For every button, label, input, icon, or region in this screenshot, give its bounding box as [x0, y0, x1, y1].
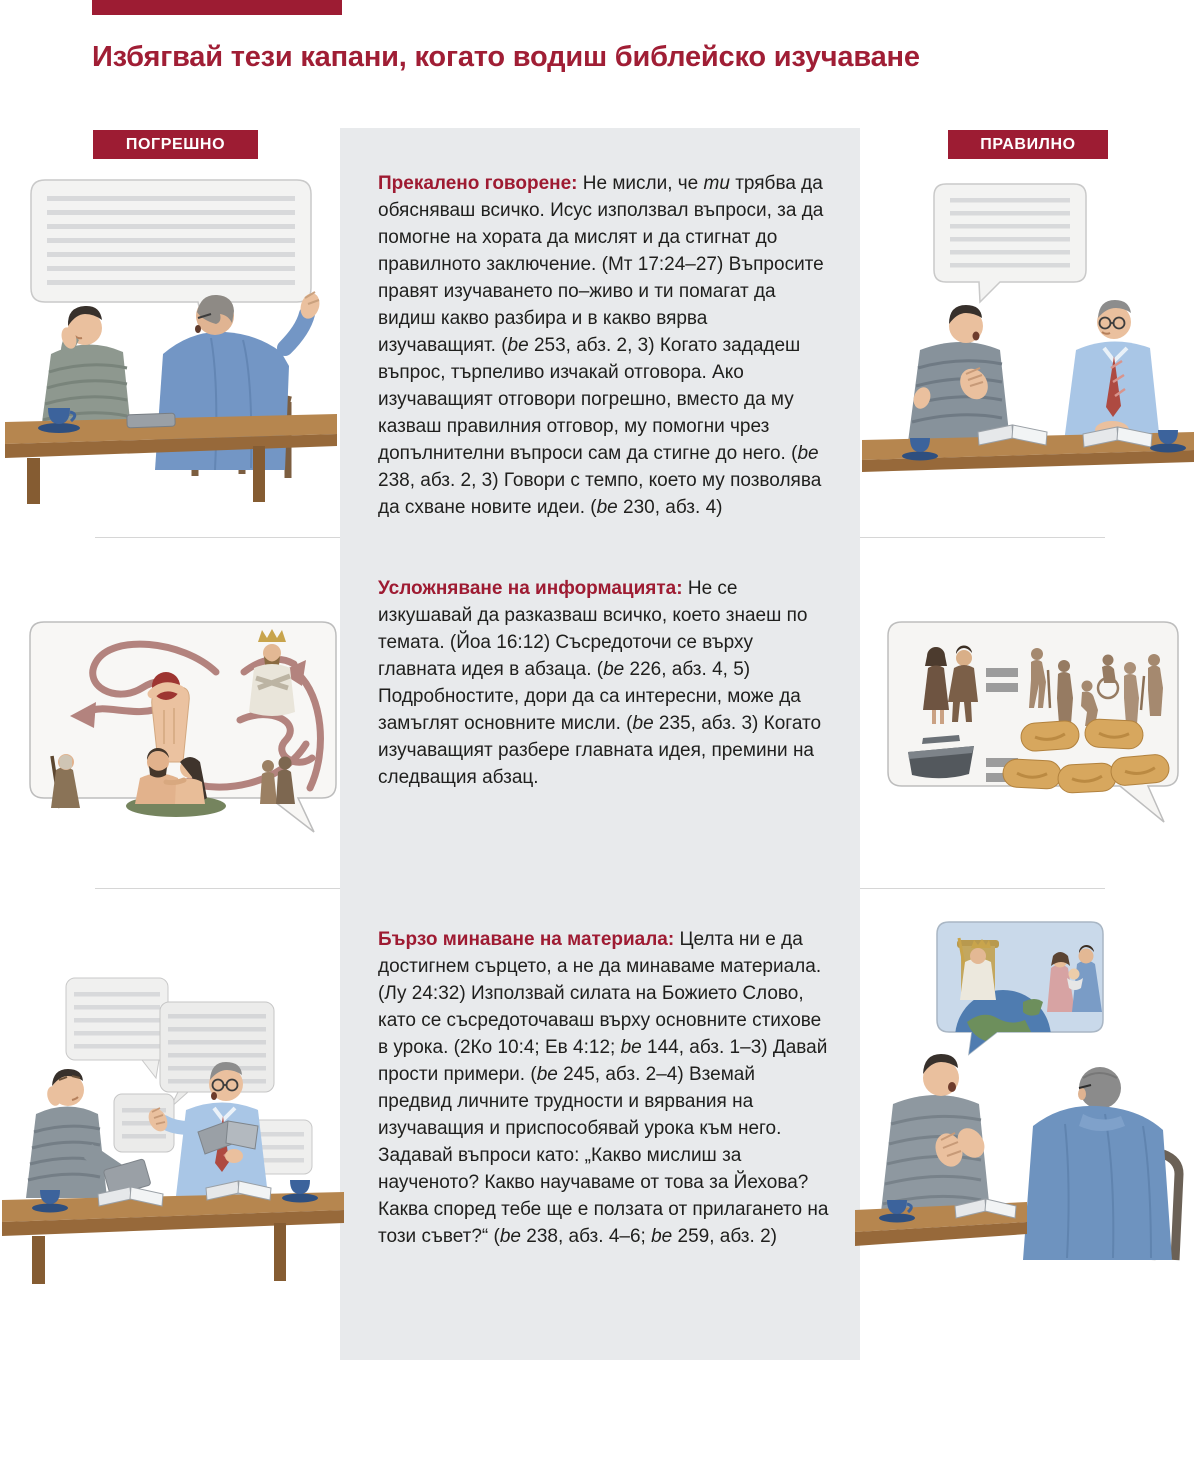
- student-talking: [908, 305, 1010, 442]
- teacher-listening: [1064, 300, 1160, 442]
- illustration-right-student-answers: [862, 166, 1194, 506]
- top-accent-bar: [92, 0, 342, 15]
- tablet-on-table: [127, 413, 175, 428]
- section-rushing-material: [378, 926, 830, 1250]
- divider-line: [95, 888, 340, 889]
- speech-bubble-overfull: [31, 180, 311, 326]
- divider-line: [95, 537, 340, 538]
- center-text-panel: [340, 128, 860, 1360]
- illustration-right-heart-teaching: [855, 910, 1200, 1264]
- section-title: Прекалено говорене:: [378, 173, 578, 194]
- teacher-back-view: [1023, 1067, 1172, 1260]
- divider-line: [860, 537, 1105, 538]
- wrong-badge: ПОГРЕШНО: [93, 130, 258, 159]
- section-body: Не мисли, че ти трябва да обясняваш всичко. Исус използвал въпроси, за да помогне на хората да мислят и да стигнат до правилното заключение. (Мт 17:24–27) Въпросите правят изучаването по–живо и ти помагат да видиш какво разбира и в какво вярва изучаващият. (be 253, абз. 2, 3) Когато зададеш въпрос, търпеливо изчакай отговора. Ако изучаващият отговори погрешно, вместо да му казваш правилния отговор, му помогни чрез допълнителни въпроси сам да стигне до него. (be 238, абз. 2, 3) Говори с темпо, което му позволява да схване новите идеи. (be 230, абз. 4): [378, 173, 824, 518]
- section-title: Бързо минаване на материала:: [378, 929, 675, 950]
- section-body: Целта ни е да достигнем сърцето, а не да минаваме материала. (Лу 24:32) Използвай силата на Божието Слово, като се съсредоточаваш върху основните стихове в урока. (2Ко 10:4; Ев 4:12; be 144, абз. 1–3) Давай прости примери. (be 245, абз. 2–4) Вземай предвид личните трудности и вярвания на изучаващия и приспособявай урока към него. Задавай въпроси като: „Какво мислиш за наученото? Какво научаваме от това за Йехова? Каква според тебе ще е ползата от прилагането на този съвет?“ (be 238, абз. 4–6; be 259, абз. 2): [378, 929, 829, 1247]
- section-title: Усложняване на информацията:: [378, 578, 683, 599]
- page-title: Избягвай тези капани, когато водиш библейско изучаване: [92, 41, 920, 73]
- divider-line: [860, 888, 1105, 889]
- illustration-wrong-overtalking: [5, 166, 337, 506]
- section-body: Не се изкушавай да разказваш всичко, което знаеш по темата. (Йоа 16:12) Съсредоточи се върху главната идея в абзаца. (be 226, абз. 4, 5) Подробностите, дори да са интересни, може да замъглят основните мисли. (be 235, абз. 3) Когато изучаващият разбере главната идея, премини на следващия абзац.: [378, 578, 822, 788]
- section-too-much-talking: [378, 170, 830, 521]
- illustration-right-simple-comparisons: [882, 612, 1188, 848]
- illustration-wrong-rushing: [2, 972, 344, 1286]
- right-badge: ПРАВИЛНО: [948, 130, 1108, 159]
- student-explaining: [881, 1054, 990, 1212]
- speech-bubble-student: [934, 184, 1086, 302]
- illustration-wrong-complicated: [18, 610, 350, 852]
- section-complicating-info: [378, 575, 830, 791]
